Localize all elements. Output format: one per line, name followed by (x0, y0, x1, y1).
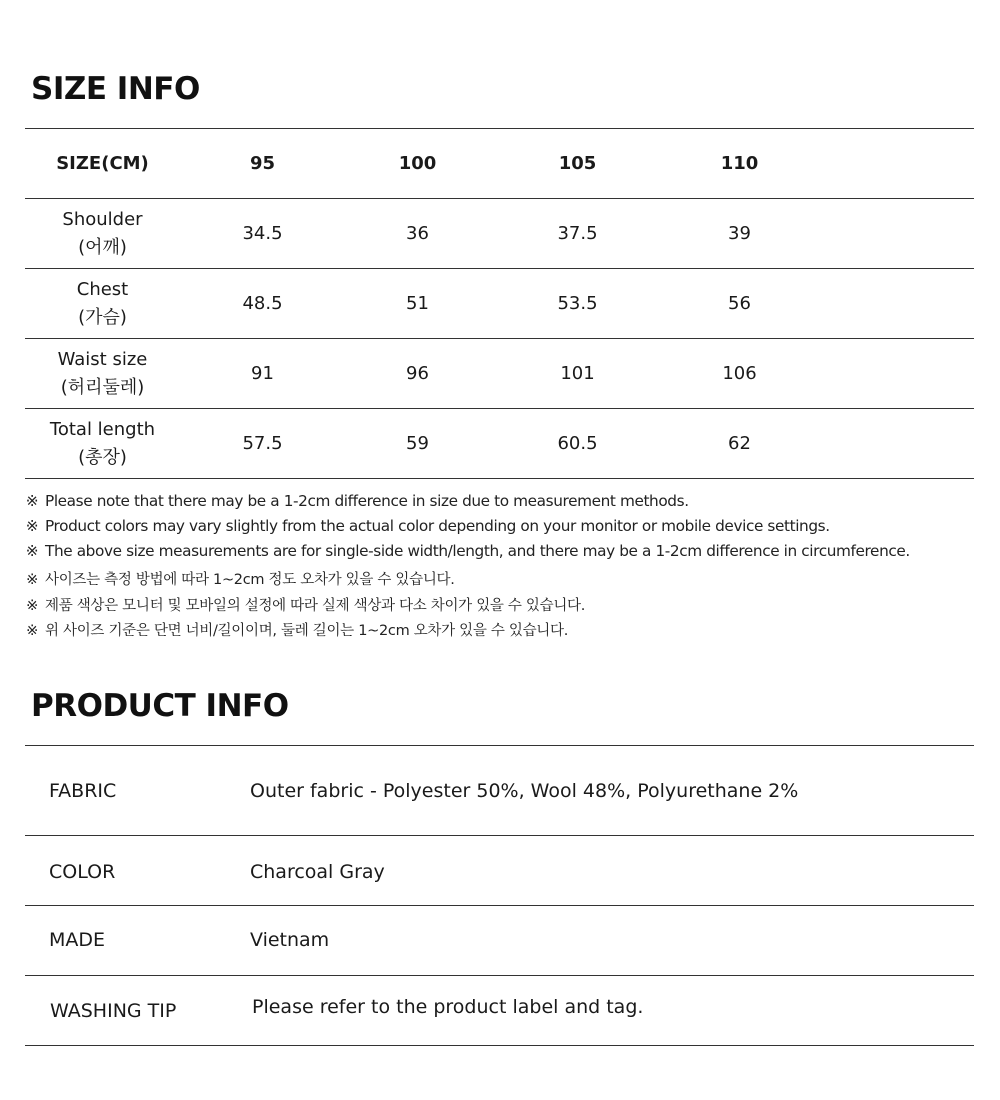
size-cell: 62 (728, 432, 751, 454)
size-notes (25, 490, 985, 646)
size-cell: 51 (406, 292, 429, 314)
size-table (25, 128, 974, 479)
note-text: Product colors may vary slightly from the actual color depending on your monitor or mobile device settings. (45, 517, 830, 535)
product-value: Please refer to the product label and tag. (252, 996, 644, 1018)
size-cell: 101 (560, 362, 595, 384)
reference-mark-icon: ※ (26, 623, 38, 639)
size-cell: 48.5 (242, 292, 283, 314)
size-table-header (25, 129, 974, 199)
size-cell: 37.5 (557, 222, 598, 244)
note-text: The above size measurements are for single-side width/length, and there may be a 1-2cm difference in circumference. (45, 542, 910, 560)
size-row-label (25, 339, 180, 408)
product-value: Outer fabric - Polyester 50%, Wool 48%, Polyurethane 2% (250, 780, 799, 802)
size-row-chest (25, 269, 974, 339)
product-info-title: PRODUCT INFO (31, 688, 289, 724)
row-label-ko: (어깨) (78, 236, 127, 258)
note-text: 위 사이즈 기준은 단면 너비/길이이며, 둘레 길이는 1~2cm 오차가 있을 수 있습니다. (45, 623, 569, 639)
product-label: FABRIC (49, 780, 117, 802)
size-row-waist (25, 339, 974, 409)
reference-mark-icon: ※ (25, 492, 39, 510)
size-cell: 106 (722, 362, 757, 384)
size-cell: 36 (406, 222, 429, 244)
size-cell: 57.5 (242, 432, 283, 454)
product-row-color (25, 836, 974, 906)
size-cell: 53.5 (557, 292, 598, 314)
product-label: COLOR (49, 861, 116, 883)
size-cell: 60.5 (557, 432, 598, 454)
reference-mark-icon: ※ (25, 542, 39, 560)
row-label-en: Shoulder (62, 208, 143, 230)
size-cell: 34.5 (242, 222, 283, 244)
note-text: 사이즈는 측정 방법에 따라 1~2cm 정도 오차가 있을 수 있습니다. (45, 572, 455, 588)
row-label-en: Total length (49, 418, 156, 440)
size-header-110: 110 (720, 152, 759, 174)
size-row-label (25, 269, 180, 338)
size-header-label: SIZE(CM) (56, 152, 149, 174)
size-header-95: 95 (249, 152, 276, 174)
note-en (25, 490, 985, 515)
size-row-shoulder (25, 199, 974, 269)
size-cell: 56 (728, 292, 751, 314)
product-row-fabric (25, 746, 974, 836)
product-table (25, 745, 974, 1046)
product-value: Vietnam (250, 929, 330, 951)
product-row-washing-tip (25, 976, 974, 1046)
size-row-label (25, 409, 180, 478)
note-ko (25, 620, 985, 646)
row-label-ko: (허리둘레) (60, 376, 145, 398)
note-text: Please note that there may be a 1-2cm difference in size due to measurement methods. (45, 492, 689, 510)
product-row-made (25, 906, 974, 976)
product-label: MADE (49, 929, 106, 951)
product-label: WASHING TIP (50, 1000, 177, 1022)
row-label-en: Chest (76, 278, 129, 300)
row-label-en: Waist size (57, 348, 148, 370)
product-value: Charcoal Gray (250, 861, 385, 883)
size-cell: 96 (406, 362, 429, 384)
size-cell: 39 (728, 222, 751, 244)
size-cell: 91 (251, 362, 274, 384)
size-row-total-length (25, 409, 974, 479)
row-label-ko: (총장) (78, 446, 127, 468)
size-header-100: 100 (398, 152, 437, 174)
reference-mark-icon: ※ (25, 517, 39, 535)
row-label-ko: (가슴) (78, 306, 127, 328)
note-en (25, 540, 985, 565)
reference-mark-icon: ※ (26, 597, 38, 614)
reference-mark-icon: ※ (26, 572, 38, 588)
size-info-title: SIZE INFO (31, 71, 200, 107)
note-text: 제품 색상은 모니터 및 모바일의 설정에 따라 실제 색상과 다소 차이가 있을 수 있습니다. (45, 597, 586, 614)
size-row-label (25, 199, 180, 268)
note-en (25, 515, 985, 540)
size-header-105: 105 (558, 152, 597, 174)
size-cell: 59 (406, 432, 429, 454)
note-ko (25, 595, 985, 621)
note-ko (25, 569, 985, 595)
